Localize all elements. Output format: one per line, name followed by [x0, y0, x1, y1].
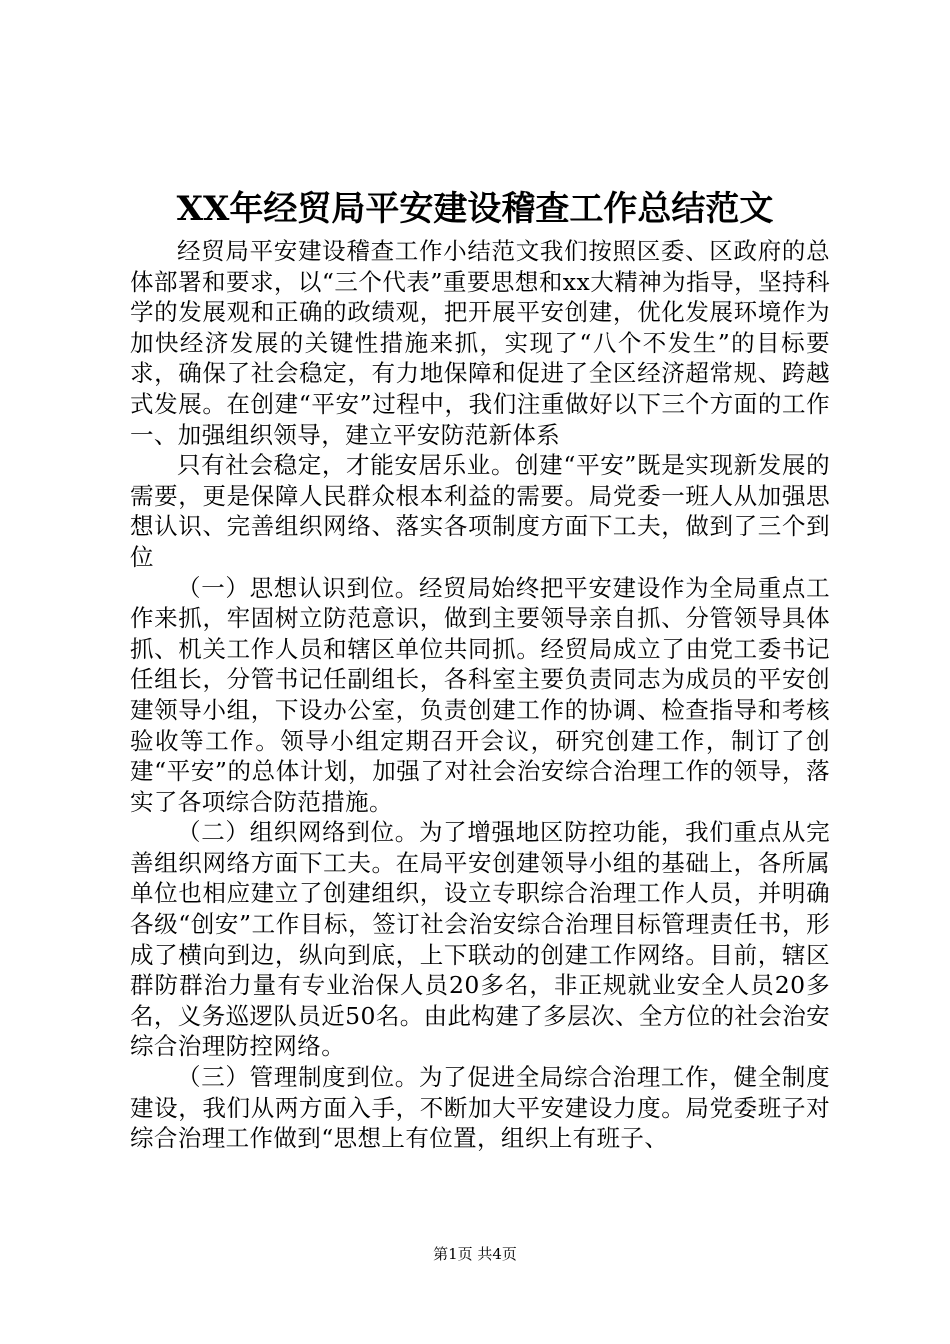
paragraph-intro: 经贸局平安建设稽查工作小结范文我们按照区委、区政府的总体部署和要求，以“三个代表”重要思想和xx大精神为指导，坚持科学的发展观和正确的政绩观，把开展平安创建，优化发展环境作为加快经济发展的关键性措施来抓，实现了“八个不发生”的目标要求，确保了社会稳定，有力地保障和促进了全区经济超常规、跨越式发展。在创建“平安”过程中，我们注重做好以下三个方面的工作一、加强组织领导，建立平安防范新体系: [130, 237, 830, 449]
paragraph-stability: 只有社会稳定，才能安居乐业。创建“平安”既是实现新发展的需要，更是保障人民群众根本利益的需要。局党委一班人从加强思想认识、完善组织网络、落实各项制度方面下工夫，做到了三个到位: [130, 451, 830, 571]
document-title: XX年经贸局平安建设稽查工作总结范文: [176, 189, 774, 229]
page-footer: 第1页 共4页: [433, 1245, 517, 1263]
paragraph-thinking: （一）思想认识到位。经贸局始终把平安建设作为全局重点工作来抓，牢固树立防范意识，做到主要领导亲自抓、分管领导具体抓、机关工作人员和辖区单位共同抓。经贸局成立了由党工委书记任组长，分管书记任副组长，各科室主要负责同志为成员的平安创建领导小组，下设办公室，负责创建工作的协调、检查指导和考核验收等工作。领导小组定期召开会议，研究创建工作，制订了创建“平安”的总体计划，加强了对社会治安综合治理工作的领导，落实了各项综合防范措施。: [130, 573, 830, 816]
paragraph-organization: （二）组织网络到位。为了增强地区防控功能，我们重点从完善组织网络方面下工夫。在局平安创建领导小组的基础上，各所属单位也相应建立了创建组织，设立专职综合治理工作人员，并明确各级“创安”工作目标，签订社会治安综合治理目标管理责任书，形成了横向到边，纵向到底，上下联动的创建工作网络。目前，辖区群防群治力量有专业治保人员20多名，非正规就业安全人员20多名，义务巡逻队员近50名。由此构建了多层次、全方位的社会治安综合治理防控网络。: [130, 818, 830, 1061]
document-body: [130, 236, 830, 1154]
paragraph-management: （三）管理制度到位。为了促进全局综合治理工作，健全制度建设，我们从两方面入手，不断加大平安建设力度。局党委班子对综合治理工作做到“思想上有位置，组织上有班子、: [130, 1063, 830, 1153]
